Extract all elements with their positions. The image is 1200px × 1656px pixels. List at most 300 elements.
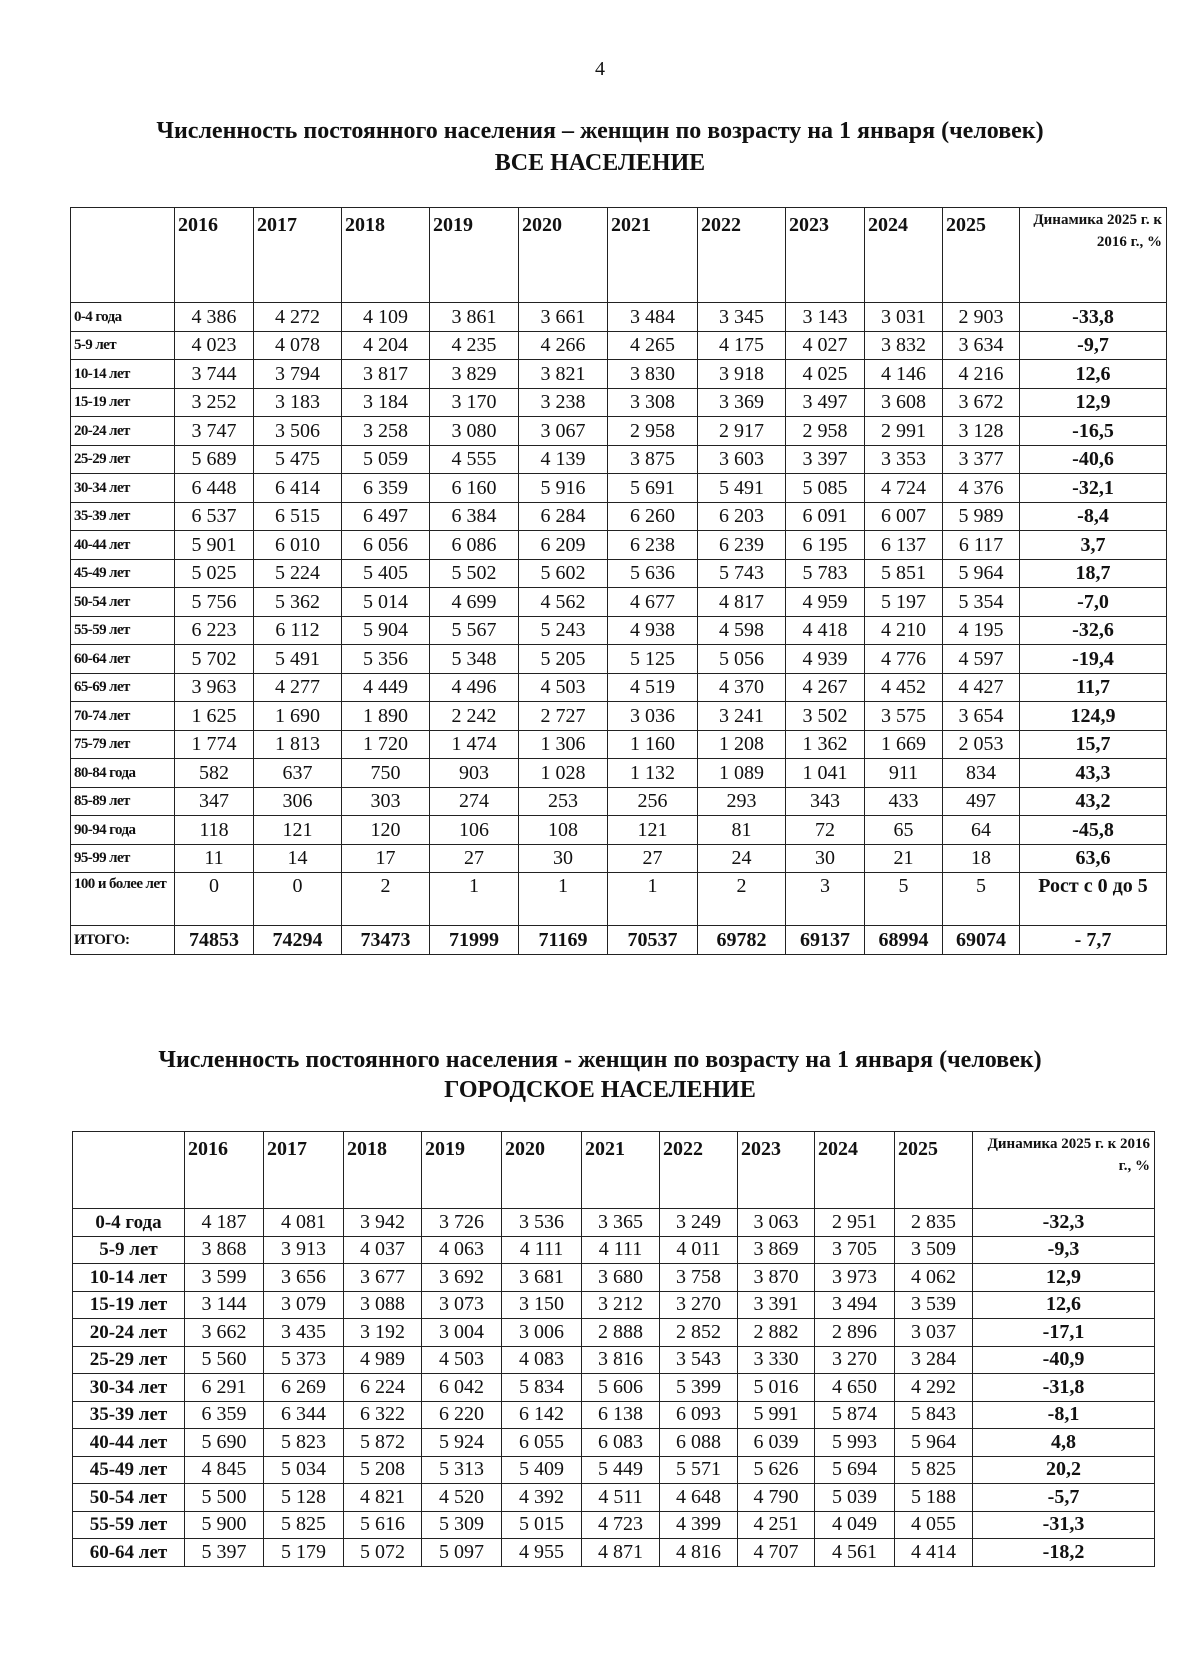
value-cell: 3 037 — [895, 1319, 973, 1347]
value-cell: 4 187 — [185, 1209, 264, 1237]
value-cell: 106 — [430, 816, 519, 845]
value-cell: 3 238 — [519, 388, 608, 417]
value-cell: 4 175 — [698, 331, 786, 360]
table-row — [73, 1346, 1155, 1374]
value-cell: 6 056 — [342, 531, 430, 560]
dynamics-cell: -32,3 — [973, 1209, 1155, 1237]
table-row — [71, 873, 1167, 926]
value-cell: 4 821 — [344, 1484, 422, 1512]
value-cell: 5 690 — [185, 1429, 264, 1457]
dynamics-cell: -40,6 — [1020, 445, 1167, 474]
value-cell: 3 284 — [895, 1346, 973, 1374]
dynamics-cell: -31,8 — [973, 1374, 1155, 1402]
value-cell: 4 204 — [342, 331, 430, 360]
table-row — [71, 673, 1167, 702]
value-cell: 3 506 — [254, 417, 342, 446]
dynamics-cell: -8,1 — [973, 1401, 1155, 1429]
year-header-2025: 2025 — [895, 1132, 973, 1209]
age-group-label: 55-59 лет — [73, 1511, 185, 1539]
table-row — [73, 1401, 1155, 1429]
value-cell: 81 — [698, 816, 786, 845]
value-cell: 3 509 — [895, 1236, 973, 1264]
value-cell: 6 448 — [175, 474, 254, 503]
value-cell: 2 951 — [815, 1209, 895, 1237]
value-cell: 4 989 — [344, 1346, 422, 1374]
value-cell: 4 055 — [895, 1511, 973, 1539]
value-cell: 4 266 — [519, 331, 608, 360]
value-cell: 3 681 — [502, 1264, 582, 1292]
value-cell: 4 414 — [895, 1539, 973, 1567]
year-header-2016: 2016 — [175, 208, 254, 303]
value-cell: 68994 — [865, 926, 943, 955]
value-cell: 3 308 — [608, 388, 698, 417]
value-cell: 4 938 — [608, 616, 698, 645]
table-row — [73, 1374, 1155, 1402]
value-cell: 3 973 — [815, 1264, 895, 1292]
value-cell: 4 452 — [865, 673, 943, 702]
value-cell: 5 571 — [660, 1456, 738, 1484]
value-cell: 3 150 — [502, 1291, 582, 1319]
value-cell: 3 170 — [430, 388, 519, 417]
value-cell: 5 354 — [943, 588, 1020, 617]
value-cell: 6 260 — [608, 502, 698, 531]
value-cell: 4 597 — [943, 645, 1020, 674]
value-cell: 6 007 — [865, 502, 943, 531]
table-row — [71, 844, 1167, 873]
dynamics-cell: -19,4 — [1020, 645, 1167, 674]
value-cell: 5 208 — [344, 1456, 422, 1484]
value-cell: 118 — [175, 816, 254, 845]
value-cell: 5 409 — [502, 1456, 582, 1484]
value-cell: 4 503 — [519, 673, 608, 702]
value-cell: 6 269 — [264, 1374, 344, 1402]
value-cell: 4 195 — [943, 616, 1020, 645]
value-cell: 6 160 — [430, 474, 519, 503]
dynamics-cell: 12,9 — [1020, 388, 1167, 417]
dynamics-cell: 18,7 — [1020, 559, 1167, 588]
female-population-urban-table — [72, 1131, 1155, 1567]
value-cell: 3 744 — [175, 360, 254, 389]
value-cell: 582 — [175, 759, 254, 788]
table-row — [71, 531, 1167, 560]
dynamics-cell: 124,9 — [1020, 702, 1167, 731]
table-row — [71, 616, 1167, 645]
corner-header-cell — [73, 1132, 185, 1209]
value-cell: 3 661 — [519, 303, 608, 332]
dynamics-cell: -5,7 — [973, 1484, 1155, 1512]
age-group-label: 20-24 лет — [71, 417, 175, 446]
value-cell: 30 — [519, 844, 608, 873]
value-cell: 5 015 — [502, 1511, 582, 1539]
value-cell: 293 — [698, 787, 786, 816]
value-cell: 4 871 — [582, 1539, 660, 1567]
table2-subtitle: ГОРОДСКОЕ НАСЕЛЕНИЕ — [444, 1077, 756, 1103]
value-cell: 3 705 — [815, 1236, 895, 1264]
value-cell: 2 917 — [698, 417, 786, 446]
value-cell: 5 449 — [582, 1456, 660, 1484]
value-cell: 4 723 — [582, 1511, 660, 1539]
table-row — [73, 1539, 1155, 1567]
value-cell: 5 085 — [786, 474, 865, 503]
year-header-2018: 2018 — [344, 1132, 422, 1209]
value-cell: 3 073 — [422, 1291, 502, 1319]
value-cell: 121 — [254, 816, 342, 845]
value-cell: 3 079 — [264, 1291, 344, 1319]
table-row — [73, 1511, 1155, 1539]
value-cell: 3 672 — [943, 388, 1020, 417]
value-cell: 0 — [175, 873, 254, 926]
value-cell: 1 208 — [698, 730, 786, 759]
value-cell: 343 — [786, 787, 865, 816]
value-cell: 4 845 — [185, 1456, 264, 1484]
value-cell: 3 258 — [342, 417, 430, 446]
table-row — [73, 1264, 1155, 1292]
table-row — [71, 445, 1167, 474]
year-header-2020: 2020 — [519, 208, 608, 303]
value-cell: 6 209 — [519, 531, 608, 560]
value-cell: 70537 — [608, 926, 698, 955]
value-cell: 4 027 — [786, 331, 865, 360]
value-cell: 4 011 — [660, 1236, 738, 1264]
year-header-2018: 2018 — [342, 208, 430, 303]
value-cell: 5 072 — [344, 1539, 422, 1567]
value-cell: 17 — [342, 844, 430, 873]
value-cell: 2 958 — [608, 417, 698, 446]
value-cell: 1 474 — [430, 730, 519, 759]
value-cell: 5 689 — [175, 445, 254, 474]
value-cell: 6 117 — [943, 531, 1020, 560]
dynamics-cell: -9,7 — [1020, 331, 1167, 360]
age-group-label: 90-94 года — [71, 816, 175, 845]
value-cell: 5 500 — [185, 1484, 264, 1512]
dynamics-cell: -31,3 — [973, 1511, 1155, 1539]
value-cell: 5 783 — [786, 559, 865, 588]
value-cell: 1 813 — [254, 730, 342, 759]
value-cell: 5 823 — [264, 1429, 344, 1457]
value-cell: 3 608 — [865, 388, 943, 417]
age-group-label: 30-34 лет — [73, 1374, 185, 1402]
value-cell: 5 125 — [608, 645, 698, 674]
value-cell: 3 832 — [865, 331, 943, 360]
age-group-label: 20-24 лет — [73, 1319, 185, 1347]
value-cell: 497 — [943, 787, 1020, 816]
year-header-2017: 2017 — [264, 1132, 344, 1209]
dynamics-cell: -18,2 — [973, 1539, 1155, 1567]
value-cell: 5 224 — [254, 559, 342, 588]
value-cell: 6 088 — [660, 1429, 738, 1457]
value-cell: 6 112 — [254, 616, 342, 645]
value-cell: 256 — [608, 787, 698, 816]
value-cell: 5 825 — [264, 1511, 344, 1539]
value-cell: 5 743 — [698, 559, 786, 588]
value-cell: 3 004 — [422, 1319, 502, 1347]
value-cell: 2 835 — [895, 1209, 973, 1237]
value-cell: 6 220 — [422, 1401, 502, 1429]
age-group-label: 100 и более лет — [71, 873, 175, 926]
value-cell: 3 183 — [254, 388, 342, 417]
value-cell: 6 239 — [698, 531, 786, 560]
value-cell: 6 138 — [582, 1401, 660, 1429]
year-header-2021: 2021 — [608, 208, 698, 303]
value-cell: 253 — [519, 787, 608, 816]
value-cell: 3 377 — [943, 445, 1020, 474]
value-cell: 3 536 — [502, 1209, 582, 1237]
dynamics-cell: -7,0 — [1020, 588, 1167, 617]
value-cell: 2 882 — [738, 1319, 815, 1347]
value-cell: 1 625 — [175, 702, 254, 731]
value-cell: 5 502 — [430, 559, 519, 588]
table-row — [73, 1484, 1155, 1512]
value-cell: 3 829 — [430, 360, 519, 389]
value-cell: 5 991 — [738, 1401, 815, 1429]
value-cell: 6 137 — [865, 531, 943, 560]
value-cell: 5 756 — [175, 588, 254, 617]
age-group-label: ИТОГО: — [71, 926, 175, 955]
dynamics-cell: 12,6 — [1020, 360, 1167, 389]
value-cell: 5 901 — [175, 531, 254, 560]
corner-header-cell — [71, 208, 175, 303]
value-cell: 14 — [254, 844, 342, 873]
value-cell: 3 031 — [865, 303, 943, 332]
value-cell: 5 993 — [815, 1429, 895, 1457]
year-header-2016: 2016 — [185, 1132, 264, 1209]
value-cell: 3 543 — [660, 1346, 738, 1374]
table-row — [73, 1429, 1155, 1457]
value-cell: 4 025 — [786, 360, 865, 389]
value-cell: 121 — [608, 816, 698, 845]
dynamics-cell: -8,4 — [1020, 502, 1167, 531]
value-cell: 3 656 — [264, 1264, 344, 1292]
value-cell: 24 — [698, 844, 786, 873]
value-cell: 1 362 — [786, 730, 865, 759]
value-cell: 2 903 — [943, 303, 1020, 332]
value-cell: 5 373 — [264, 1346, 344, 1374]
value-cell: 3 634 — [943, 331, 1020, 360]
value-cell: 3 963 — [175, 673, 254, 702]
value-cell: 3 006 — [502, 1319, 582, 1347]
value-cell: 4 699 — [430, 588, 519, 617]
table-row — [71, 303, 1167, 332]
value-cell: 5 602 — [519, 559, 608, 588]
value-cell: 1 — [430, 873, 519, 926]
value-cell: 3 080 — [430, 417, 519, 446]
value-cell: 1 690 — [254, 702, 342, 731]
value-cell: 6 291 — [185, 1374, 264, 1402]
value-cell: 5 567 — [430, 616, 519, 645]
value-cell: 6 344 — [264, 1401, 344, 1429]
dynamics-cell: 3,7 — [1020, 531, 1167, 560]
value-cell: 5 872 — [344, 1429, 422, 1457]
dynamics-cell: -33,8 — [1020, 303, 1167, 332]
value-cell: 5 097 — [422, 1539, 502, 1567]
value-cell: 4 023 — [175, 331, 254, 360]
dynamics-cell: -45,8 — [1020, 816, 1167, 845]
value-cell: 108 — [519, 816, 608, 845]
value-cell: 1 774 — [175, 730, 254, 759]
value-cell: 3 484 — [608, 303, 698, 332]
year-header-2024: 2024 — [865, 208, 943, 303]
value-cell: 6 414 — [254, 474, 342, 503]
dynamics-cell: -17,1 — [973, 1319, 1155, 1347]
value-cell: 2 852 — [660, 1319, 738, 1347]
value-cell: 6 223 — [175, 616, 254, 645]
value-cell: 433 — [865, 787, 943, 816]
table-row — [73, 1456, 1155, 1484]
table-body — [71, 303, 1167, 955]
value-cell: 5 313 — [422, 1456, 502, 1484]
value-cell: 3 252 — [175, 388, 254, 417]
value-cell: 750 — [342, 759, 430, 788]
value-cell: 6 083 — [582, 1429, 660, 1457]
value-cell: 65 — [865, 816, 943, 845]
age-group-label: 60-64 лет — [71, 645, 175, 674]
value-cell: 6 284 — [519, 502, 608, 531]
value-cell: 5 034 — [264, 1456, 344, 1484]
value-cell: 11 — [175, 844, 254, 873]
value-cell: 4 111 — [502, 1236, 582, 1264]
table-row — [71, 645, 1167, 674]
value-cell: 5 205 — [519, 645, 608, 674]
value-cell: 3 270 — [660, 1291, 738, 1319]
value-cell: 5 694 — [815, 1456, 895, 1484]
value-cell: 3 241 — [698, 702, 786, 731]
value-cell: 5 — [865, 873, 943, 926]
dynamics-cell: 4,8 — [973, 1429, 1155, 1457]
dynamics-cell: 12,6 — [973, 1291, 1155, 1319]
value-cell: 2 896 — [815, 1319, 895, 1347]
table-row — [73, 1209, 1155, 1237]
dynamics-cell: -40,9 — [973, 1346, 1155, 1374]
value-cell: 274 — [430, 787, 519, 816]
dynamics-cell: -16,5 — [1020, 417, 1167, 446]
value-cell: 2 242 — [430, 702, 519, 731]
value-cell: 4 562 — [519, 588, 608, 617]
value-cell: 5 056 — [698, 645, 786, 674]
year-header-2022: 2022 — [698, 208, 786, 303]
value-cell: 5 616 — [344, 1511, 422, 1539]
age-group-label: 55-59 лет — [71, 616, 175, 645]
value-cell: 3 — [786, 873, 865, 926]
value-cell: 3 270 — [815, 1346, 895, 1374]
dynamics-cell: -32,1 — [1020, 474, 1167, 503]
value-cell: 5 491 — [698, 474, 786, 503]
value-cell: 3 913 — [264, 1236, 344, 1264]
value-cell: 21 — [865, 844, 943, 873]
value-cell: 5 874 — [815, 1401, 895, 1429]
value-cell: 4 111 — [582, 1236, 660, 1264]
value-cell: 3 063 — [738, 1209, 815, 1237]
value-cell: 3 692 — [422, 1264, 502, 1292]
value-cell: 6 515 — [254, 502, 342, 531]
value-cell: 4 216 — [943, 360, 1020, 389]
age-group-label: 60-64 лет — [73, 1539, 185, 1567]
value-cell: 4 724 — [865, 474, 943, 503]
value-cell: 4 392 — [502, 1484, 582, 1512]
age-group-label: 25-29 лет — [71, 445, 175, 474]
value-cell: 2 888 — [582, 1319, 660, 1347]
value-cell: 4 427 — [943, 673, 1020, 702]
age-group-label: 40-44 лет — [71, 531, 175, 560]
value-cell: 69782 — [698, 926, 786, 955]
value-cell: 2 958 — [786, 417, 865, 446]
value-cell: 834 — [943, 759, 1020, 788]
age-group-label: 50-54 лет — [73, 1484, 185, 1512]
table1-title: Численность постоянного населения – женщин по возрасту на 1 января (человек) — [156, 118, 1044, 144]
value-cell: 3 502 — [786, 702, 865, 731]
table-row — [71, 730, 1167, 759]
age-group-label: 35-39 лет — [73, 1401, 185, 1429]
value-cell: 69074 — [943, 926, 1020, 955]
value-cell: 4 511 — [582, 1484, 660, 1512]
table-row — [73, 1236, 1155, 1264]
value-cell: 4 386 — [175, 303, 254, 332]
table-row — [71, 502, 1167, 531]
value-cell: 4 146 — [865, 360, 943, 389]
value-cell: 6 010 — [254, 531, 342, 560]
value-cell: 4 648 — [660, 1484, 738, 1512]
age-group-label: 30-34 лет — [71, 474, 175, 503]
value-cell: 5 560 — [185, 1346, 264, 1374]
value-cell: 2 053 — [943, 730, 1020, 759]
value-cell: 3 794 — [254, 360, 342, 389]
value-cell: 69137 — [786, 926, 865, 955]
value-cell: 2 — [698, 873, 786, 926]
value-cell: 3 870 — [738, 1264, 815, 1292]
value-cell: 71169 — [519, 926, 608, 955]
value-cell: 74853 — [175, 926, 254, 955]
year-header-2021: 2021 — [582, 1132, 660, 1209]
value-cell: 4 520 — [422, 1484, 502, 1512]
value-cell: 3 397 — [786, 445, 865, 474]
value-cell: 5 405 — [342, 559, 430, 588]
value-cell: 5 691 — [608, 474, 698, 503]
female-population-all-table — [70, 207, 1167, 955]
value-cell: 347 — [175, 787, 254, 816]
age-group-label: 70-74 лет — [71, 702, 175, 731]
value-cell: 4 251 — [738, 1511, 815, 1539]
table-row — [71, 702, 1167, 731]
age-group-label: 65-69 лет — [71, 673, 175, 702]
dynamics-cell: Рост с 0 до 5 — [1020, 873, 1167, 926]
value-cell: 5 179 — [264, 1539, 344, 1567]
value-cell: 71999 — [430, 926, 519, 955]
value-cell: 3 249 — [660, 1209, 738, 1237]
value-cell: 6 537 — [175, 502, 254, 531]
value-cell: 120 — [342, 816, 430, 845]
value-cell: 4 519 — [608, 673, 698, 702]
value-cell: 3 868 — [185, 1236, 264, 1264]
value-cell: 2 — [342, 873, 430, 926]
value-cell: 5 197 — [865, 588, 943, 617]
age-group-label: 15-19 лет — [73, 1291, 185, 1319]
value-cell: 3 726 — [422, 1209, 502, 1237]
value-cell: 4 083 — [502, 1346, 582, 1374]
table-row — [71, 926, 1167, 955]
value-cell: 3 539 — [895, 1291, 973, 1319]
value-cell: 6 142 — [502, 1401, 582, 1429]
value-cell: 4 139 — [519, 445, 608, 474]
table-row — [73, 1319, 1155, 1347]
value-cell: 903 — [430, 759, 519, 788]
age-group-label: 0-4 года — [71, 303, 175, 332]
age-group-label: 35-39 лет — [71, 502, 175, 531]
value-cell: 1 669 — [865, 730, 943, 759]
value-cell: 5 924 — [422, 1429, 502, 1457]
value-cell: 6 359 — [185, 1401, 264, 1429]
value-cell: 3 816 — [582, 1346, 660, 1374]
value-cell: 5 016 — [738, 1374, 815, 1402]
value-cell: 6 497 — [342, 502, 430, 531]
